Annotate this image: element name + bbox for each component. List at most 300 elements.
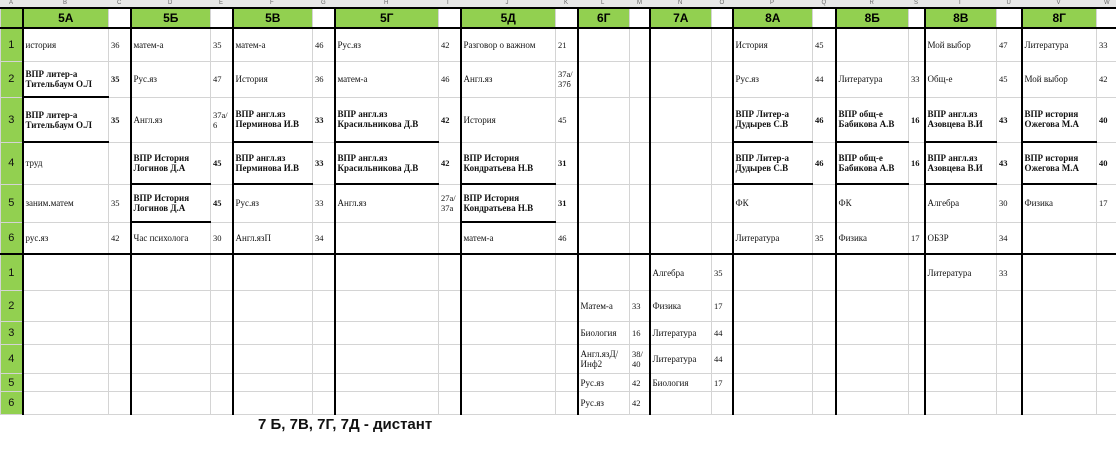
class-header[interactable]: 8В [925,8,997,28]
subject-cell[interactable] [335,322,439,345]
subject-cell[interactable]: ВПР История Кондратьева Н.В [461,142,556,184]
subject-cell[interactable] [461,345,556,374]
subject-cell[interactable]: ВПР История Логинов Д.А [131,142,211,184]
subject-cell[interactable]: Англ.яз [461,62,556,98]
subject-cell[interactable] [1022,345,1097,374]
room-cell[interactable] [712,142,733,184]
room-cell[interactable] [1097,322,1116,345]
subject-cell[interactable] [733,345,813,374]
room-header [909,8,925,28]
room-cell[interactable] [556,392,578,415]
subject-cell[interactable] [733,392,813,415]
room-cell[interactable]: 17 [712,291,733,322]
room-cell[interactable]: 45 [813,28,836,62]
subject-cell[interactable] [650,62,712,98]
subject-cell[interactable]: Биология [578,322,630,345]
subject-cell[interactable] [578,142,630,184]
subject-cell[interactable] [131,345,211,374]
subject-cell[interactable] [578,28,630,62]
subject-cell[interactable]: ВПР История Кондратьева Н.В [461,184,556,222]
lesson-number: 1 [1,28,23,62]
room-cell[interactable] [109,392,131,415]
room-cell[interactable]: 45 [997,62,1022,98]
subject-cell[interactable] [578,97,630,142]
lesson-row [1,222,1116,254]
room-cell[interactable]: 44 [813,62,836,98]
subject-cell[interactable]: Рус.яз [233,184,313,222]
room-cell[interactable] [211,374,233,392]
room-cell[interactable]: 16 [909,97,925,142]
column-letter: P [770,0,775,6]
room-cell[interactable]: 17 [1097,184,1116,222]
room-cell[interactable]: 35 [211,28,233,62]
room-cell[interactable]: 42 [439,97,461,142]
subject-cell[interactable] [733,291,813,322]
room-cell[interactable] [109,374,131,392]
subject-cell[interactable]: Час психолога [131,222,211,254]
subject-cell[interactable]: История [733,28,813,62]
subject-cell[interactable] [461,392,556,415]
room-cell[interactable] [109,345,131,374]
room-cell[interactable] [813,322,836,345]
room-cell[interactable] [909,392,925,415]
room-cell[interactable] [313,291,335,322]
subject-cell[interactable] [23,322,109,345]
room-cell[interactable] [813,291,836,322]
room-cell[interactable]: 47 [211,62,233,98]
room-cell[interactable] [1097,345,1116,374]
subject-cell[interactable]: Литература [650,345,712,374]
subject-cell[interactable]: рус.яз [23,222,109,254]
room-cell[interactable]: 35 [109,97,131,142]
subject-cell[interactable]: Литература [925,254,997,291]
subject-cell[interactable] [461,254,556,291]
column-letter: K [564,0,569,6]
subject-cell[interactable] [578,254,630,291]
room-cell[interactable]: 16 [630,322,650,345]
subject-cell[interactable] [131,322,211,345]
room-cell[interactable] [909,184,925,222]
subject-cell[interactable] [1022,322,1097,345]
lesson-row [1,184,1116,222]
room-cell[interactable]: 37а/ 6 [211,97,233,142]
subject-cell[interactable] [335,291,439,322]
subject-cell[interactable]: Биология [650,374,712,392]
subject-cell[interactable] [1022,374,1097,392]
room-cell[interactable] [630,62,650,98]
room-cell[interactable] [109,322,131,345]
subject-cell[interactable] [335,222,439,254]
subject-cell[interactable]: Рус.яз [131,62,211,98]
subject-cell[interactable]: ВПР история Ожегова М.А [1022,97,1097,142]
room-cell[interactable] [439,392,461,415]
room-cell[interactable] [630,97,650,142]
subject-cell[interactable] [461,291,556,322]
distance-learning-note: 7 Б, 7В, 7Г, 7Д - дистант [258,416,433,433]
subject-cell[interactable]: ВПР общ-е Бабикова А.В [836,97,909,142]
subject-cell[interactable]: ВПР литер-а Тительбаум О.Л [23,62,109,98]
room-cell[interactable]: 35 [813,222,836,254]
room-cell[interactable] [997,345,1022,374]
subject-cell[interactable] [23,374,109,392]
subject-cell[interactable]: Рус.яз [733,62,813,98]
room-cell[interactable]: 44 [712,322,733,345]
room-cell[interactable]: 16 [909,142,925,184]
class-header[interactable]: 5Б [131,8,211,28]
subject-cell[interactable] [1022,291,1097,322]
subject-cell[interactable] [925,374,997,392]
subject-cell[interactable] [733,374,813,392]
room-cell[interactable]: 33 [1097,28,1116,62]
lesson-number: 6 [1,392,23,415]
room-cell[interactable] [1097,392,1116,415]
room-cell[interactable] [439,322,461,345]
subject-cell[interactable] [1022,222,1097,254]
subject-cell[interactable] [461,322,556,345]
subject-cell[interactable]: Физика [1022,184,1097,222]
room-cell[interactable]: 33 [630,291,650,322]
subject-cell[interactable]: история [23,28,109,62]
room-cell[interactable]: 46 [556,222,578,254]
room-cell[interactable]: 21 [556,28,578,62]
room-cell[interactable]: 17 [712,374,733,392]
room-cell[interactable]: 33 [997,254,1022,291]
subject-cell[interactable] [233,374,313,392]
room-cell[interactable] [439,374,461,392]
subject-cell[interactable] [733,254,813,291]
corner-cell [1,8,23,28]
subject-cell[interactable]: История [461,97,556,142]
class-header[interactable]: 5В [233,8,313,28]
subject-cell[interactable]: ОБЗР [925,222,997,254]
subject-cell[interactable] [233,392,313,415]
column-letter: E [219,0,224,6]
room-cell[interactable] [109,254,131,291]
subject-cell[interactable]: Рус.яз [578,392,630,415]
lesson-number: 3 [1,322,23,345]
room-cell[interactable]: 47 [997,28,1022,62]
subject-cell[interactable] [925,392,997,415]
room-cell[interactable]: 46 [813,142,836,184]
room-cell[interactable] [712,28,733,62]
subject-cell[interactable]: Алгебра [925,184,997,222]
room-cell[interactable] [556,254,578,291]
room-cell[interactable]: 45 [211,142,233,184]
subject-cell[interactable]: труд [23,142,109,184]
room-cell[interactable] [997,322,1022,345]
room-cell[interactable] [630,28,650,62]
class-header[interactable]: 7А [650,8,712,28]
room-cell[interactable]: 33 [313,142,335,184]
room-cell[interactable]: 40 [1097,142,1116,184]
room-cell[interactable] [813,184,836,222]
subject-cell[interactable]: ВПР литер-а Тительбаум О.Л [23,97,109,142]
subject-cell[interactable]: Мой выбор [1022,62,1097,98]
subject-cell[interactable] [23,291,109,322]
subject-cell[interactable] [925,291,997,322]
class-header[interactable]: 8Б [836,8,909,28]
room-cell[interactable]: 44 [712,345,733,374]
room-cell[interactable] [997,291,1022,322]
room-cell[interactable] [211,291,233,322]
subject-cell[interactable] [131,392,211,415]
subject-cell[interactable]: ВПР англ.яз Перминова И.В [233,142,313,184]
room-cell[interactable] [313,374,335,392]
subject-cell[interactable]: Матем-а [578,291,630,322]
subject-cell[interactable]: Литература [650,322,712,345]
room-cell[interactable] [439,291,461,322]
subject-cell[interactable] [925,345,997,374]
subject-cell[interactable]: Рус.яз [335,28,439,62]
room-cell[interactable] [313,392,335,415]
subject-cell[interactable]: Общ-е [925,62,997,98]
subject-cell[interactable]: матем-а [335,62,439,98]
room-cell[interactable] [1097,254,1116,291]
room-cell[interactable] [556,291,578,322]
subject-cell[interactable] [335,392,439,415]
subject-cell[interactable] [23,254,109,291]
room-cell[interactable] [211,345,233,374]
room-header [211,8,233,28]
lesson-row [1,345,1116,374]
subject-cell[interactable] [836,392,909,415]
room-cell[interactable] [712,392,733,415]
subject-cell[interactable] [650,222,712,254]
subject-cell[interactable] [836,322,909,345]
subject-cell[interactable]: ВПР англ.яз Красильникова Д.В [335,142,439,184]
room-cell[interactable] [109,291,131,322]
subject-cell[interactable]: Литература [1022,28,1097,62]
room-cell[interactable] [997,392,1022,415]
subject-cell[interactable]: Рус.яз [578,374,630,392]
room-cell[interactable]: 42 [109,222,131,254]
subject-cell[interactable]: ВПР Литер-а Дудырев С.В [733,97,813,142]
subject-cell[interactable]: Англ.язД/ Инф2 [578,345,630,374]
subject-cell[interactable]: ФК [733,184,813,222]
room-header [313,8,335,28]
room-cell[interactable] [439,345,461,374]
room-cell[interactable]: 46 [439,62,461,98]
room-cell[interactable]: 42 [1097,62,1116,98]
subject-cell[interactable] [836,291,909,322]
subject-cell[interactable]: ВПР общ-е Бабикова А.В [836,142,909,184]
room-cell[interactable] [439,254,461,291]
class-header[interactable]: 5Д [461,8,556,28]
subject-cell[interactable]: ВПР англ.яз Азовцева В.И [925,142,997,184]
room-cell[interactable] [313,322,335,345]
subject-cell[interactable] [650,184,712,222]
subject-cell[interactable]: Алгебра [650,254,712,291]
subject-cell[interactable] [23,345,109,374]
subject-cell[interactable]: Литература [836,62,909,98]
room-cell[interactable]: 36 [313,62,335,98]
subject-cell[interactable]: матем-а [461,222,556,254]
subject-cell[interactable] [650,392,712,415]
class-header[interactable]: 8Г [1022,8,1097,28]
room-cell[interactable] [211,392,233,415]
class-header[interactable]: 8А [733,8,813,28]
room-cell[interactable] [630,142,650,184]
column-letter: F [270,0,274,6]
subject-cell[interactable]: История [233,62,313,98]
room-cell[interactable] [909,28,925,62]
room-cell[interactable] [712,222,733,254]
subject-cell[interactable]: Мой выбор [925,28,997,62]
class-header[interactable]: 5Г [335,8,439,28]
subject-cell[interactable] [335,374,439,392]
subject-cell[interactable]: Англ.язП [233,222,313,254]
subject-cell[interactable]: ВПР англ.яз Азовцева В.И [925,97,997,142]
room-cell[interactable]: 36 [109,28,131,62]
room-cell[interactable] [556,374,578,392]
subject-cell[interactable] [233,291,313,322]
lesson-number: 5 [1,184,23,222]
column-letter: N [678,0,683,6]
subject-cell[interactable]: ВПР история Ожегова М.А [1022,142,1097,184]
subject-cell[interactable] [925,322,997,345]
room-cell[interactable] [909,345,925,374]
room-cell[interactable] [313,254,335,291]
room-cell[interactable]: 43 [997,97,1022,142]
room-cell[interactable] [211,254,233,291]
column-letter: V [1056,0,1061,6]
room-cell[interactable]: 31 [556,184,578,222]
room-cell[interactable] [712,62,733,98]
room-cell[interactable] [997,374,1022,392]
room-cell[interactable] [630,254,650,291]
room-cell[interactable]: 33 [909,62,925,98]
subject-cell[interactable]: ВПР англ.яз Перминова И.В [233,97,313,142]
room-cell[interactable] [630,222,650,254]
room-cell[interactable]: 34 [313,222,335,254]
room-cell[interactable]: 17 [909,222,925,254]
subject-cell[interactable] [233,254,313,291]
subject-cell[interactable] [1022,254,1097,291]
subject-cell[interactable]: Разговор о важном [461,28,556,62]
subject-cell[interactable] [335,345,439,374]
subject-cell[interactable] [650,142,712,184]
room-cell[interactable]: 31 [556,142,578,184]
subject-cell[interactable] [578,222,630,254]
lesson-row [1,254,1116,291]
subject-cell[interactable]: ВПР История Логинов Д.А [131,184,211,222]
subject-cell[interactable] [461,374,556,392]
subject-cell[interactable] [233,322,313,345]
room-cell[interactable] [909,254,925,291]
room-cell[interactable] [909,374,925,392]
room-cell[interactable]: 38/ 40 [630,345,650,374]
room-cell[interactable] [556,322,578,345]
room-cell[interactable] [909,291,925,322]
room-header [813,8,836,28]
room-cell[interactable]: 42 [630,392,650,415]
subject-cell[interactable]: Физика [650,291,712,322]
subject-cell[interactable] [836,254,909,291]
lesson-number: 1 [1,254,23,291]
room-cell[interactable] [109,142,131,184]
room-cell[interactable] [439,222,461,254]
subject-cell[interactable] [836,28,909,62]
column-letter: S [914,0,919,6]
subject-cell[interactable] [23,392,109,415]
room-cell[interactable]: 35 [712,254,733,291]
room-cell[interactable] [712,97,733,142]
lesson-row [1,28,1116,62]
room-cell[interactable] [211,322,233,345]
subject-cell[interactable]: ВПР англ.яз Красильникова Д.В [335,97,439,142]
room-cell[interactable] [1097,374,1116,392]
room-cell[interactable]: 40 [1097,97,1116,142]
room-cell[interactable] [1097,291,1116,322]
subject-cell[interactable] [578,62,630,98]
subject-cell[interactable] [650,28,712,62]
room-cell[interactable]: 43 [997,142,1022,184]
room-cell[interactable]: 42 [630,374,650,392]
room-cell[interactable]: 46 [313,28,335,62]
room-cell[interactable]: 42 [439,28,461,62]
class-header[interactable]: 6Г [578,8,630,28]
room-cell[interactable] [909,322,925,345]
subject-cell[interactable] [335,254,439,291]
subject-cell[interactable] [836,345,909,374]
lesson-number: 6 [1,222,23,254]
room-cell[interactable] [313,345,335,374]
subject-cell[interactable]: ВПР Литер-а Дудырев С.В [733,142,813,184]
room-cell[interactable]: 33 [313,97,335,142]
subject-cell[interactable]: Англ.яз [131,97,211,142]
subject-cell[interactable] [650,97,712,142]
subject-cell[interactable]: Литература [733,222,813,254]
subject-cell[interactable]: Англ.яз [335,184,439,222]
room-cell[interactable] [556,345,578,374]
class-header[interactable]: 5А [23,8,109,28]
column-letter: Q [821,0,827,6]
room-cell[interactable]: 45 [211,184,233,222]
subject-cell[interactable]: матем-а [233,28,313,62]
room-cell[interactable]: 27а/ 37а [439,184,461,222]
subject-cell[interactable] [1022,392,1097,415]
subject-cell[interactable]: Физика [836,222,909,254]
room-cell[interactable]: 30 [211,222,233,254]
room-cell[interactable]: 37а/ 37б [556,62,578,98]
room-cell[interactable] [813,374,836,392]
subject-cell[interactable]: ФК [836,184,909,222]
subject-cell[interactable] [233,345,313,374]
room-cell[interactable] [630,184,650,222]
room-cell[interactable]: 45 [556,97,578,142]
room-cell[interactable] [1097,222,1116,254]
room-cell[interactable]: 33 [313,184,335,222]
subject-cell[interactable] [733,322,813,345]
room-cell[interactable]: 35 [109,184,131,222]
subject-cell[interactable] [836,374,909,392]
subject-cell[interactable] [131,291,211,322]
room-cell[interactable]: 35 [109,62,131,98]
room-cell[interactable] [813,254,836,291]
subject-cell[interactable] [578,184,630,222]
room-cell[interactable]: 34 [997,222,1022,254]
subject-cell[interactable] [131,254,211,291]
room-cell[interactable]: 46 [813,97,836,142]
subject-cell[interactable] [131,374,211,392]
subject-cell[interactable]: матем-а [131,28,211,62]
room-cell[interactable]: 30 [997,184,1022,222]
room-cell[interactable] [813,345,836,374]
room-cell[interactable] [712,184,733,222]
room-cell[interactable]: 42 [439,142,461,184]
room-cell[interactable] [813,392,836,415]
subject-cell[interactable]: заним.матем [23,184,109,222]
